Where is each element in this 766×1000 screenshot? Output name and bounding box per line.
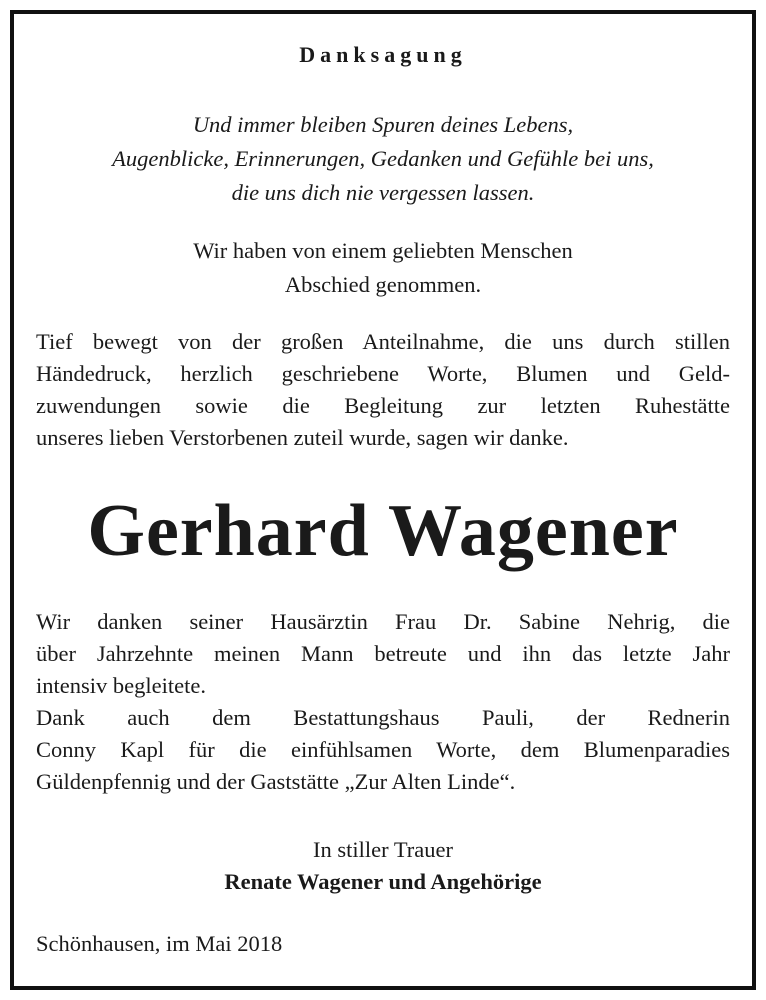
obituary-notice [10,10,756,990]
thanks-line: Tief bewegt von der großen Anteilnahme, die uns durch stillen [36,329,730,354]
farewell-statement [36,234,730,302]
acknowledgement-line: Wir danken seiner Hausärztin Frau Dr. Sabine Nehrig, die [36,609,730,634]
acknowledgement-line: Conny Kapl für die einfühlsamen Worte, dem Blumenparadies [36,737,730,762]
thanks-line: unseres lieben Verstorbenen zuteil wurde, sagen wir danke. [36,425,569,450]
acknowledgement-line: über Jahrzehnte meinen Mann betreute und ihn das letzte Jahr [36,641,730,666]
deceased-name: Gerhard Wagener [87,490,679,572]
acknowledgement-line: Dank auch dem Bestattungshaus Pauli, der Rednerin [36,705,730,730]
mourning-phrase: In stiller Trauer [313,837,453,862]
memorial-poem [36,108,730,210]
place-and-date: Schönhausen, im Mai 2018 [36,931,283,956]
acknowledgements-paragraph [36,606,730,798]
farewell-line: Abschied genommen. [284,272,482,297]
acknowledgement-line: Güldenpfennig und der Gaststätte „Zur Alten Linde“. [36,769,516,794]
poem-line: die uns dich nie vergessen lassen. [231,180,535,205]
thanks-line: Händedruck, herzlich geschriebene Worte, Blumen und Geld- [36,361,730,386]
acknowledgement-line: intensiv begleitete. [36,673,206,698]
farewell-line: Wir haben von einem geliebten Menschen [193,238,573,263]
poem-line: Augenblicke, Erinnerungen, Gedanken und Gefühle bei uns, [112,146,654,171]
notice-heading: Danksagung [299,42,467,67]
signatories: Renate Wagener und Angehörige [224,869,542,894]
poem-line: Und immer bleiben Spuren deines Lebens, [192,112,574,137]
mourning-signature [36,834,730,898]
thanks-line: zuwendungen sowie die Begleitung zur letzten Ruhestätte [36,393,730,418]
thanks-paragraph [36,326,730,454]
